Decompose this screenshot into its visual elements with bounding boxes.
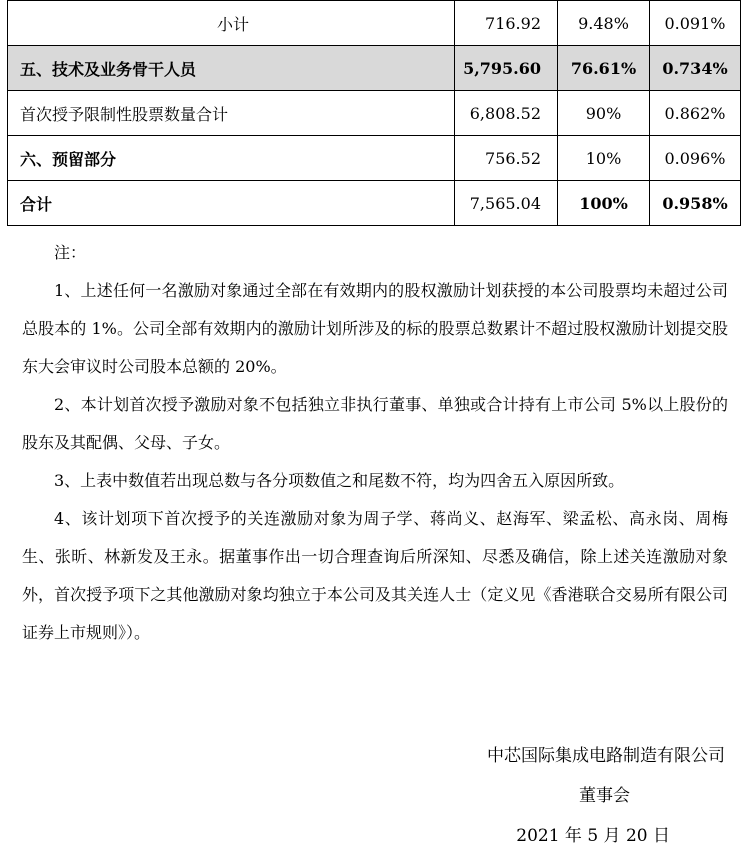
company-name: 中芯国际集成电路制造有限公司 <box>487 746 725 766</box>
row-pct-capital: 0.862% <box>650 91 741 136</box>
signature-block <box>325 736 725 856</box>
notes-section <box>22 234 728 652</box>
row-name: 首次授予限制性股票数量合计 <box>8 91 455 136</box>
row-pct-grant: 100% <box>558 181 650 226</box>
note-item-3: 3、上表中数值若出现总数与各分项数值之和尾数不符，均为四舍五入原因所致。 <box>54 471 625 490</box>
row-name: 五、技术及业务骨干人员 <box>8 46 455 91</box>
row-pct-capital: 0.091% <box>650 1 741 46</box>
notes-heading: 注： <box>54 243 87 262</box>
table-row-reserved <box>8 136 741 181</box>
signature-date: 2021 年 5 月 20 日 <box>516 826 670 846</box>
row-name: 六、预留部分 <box>8 136 455 181</box>
table-row-subtotal <box>8 1 741 46</box>
row-pct-grant: 9.48% <box>558 1 650 46</box>
row-pct-grant: 10% <box>558 136 650 181</box>
note-item-1: 1、上述任何一名激励对象通过全部在有效期内的股权激励计划获授的本公司股票均未超过公司总股本的 1%。公司全部有效期内的激励计划所涉及的标的股票总数累计不超过股权激励计划提交股东大会审议时公司股本总额的 20%。 <box>22 281 728 376</box>
table-row-total <box>8 181 741 226</box>
table-row-technical-staff <box>8 46 741 91</box>
allocation-table <box>7 0 741 226</box>
row-pct-capital: 0.096% <box>650 136 741 181</box>
note-item-4: 4、该计划项下首次授予的关连激励对象为周子学、蒋尚义、赵海军、梁孟松、高永岗、周梅生、张昕、林新发及王永。据董事作出一切合理查询后所深知、尽悉及确信，除上述关连激励对象外，首次授予项下之其他激励对象均独立于本公司及其关连人士（定义见《香港联合交易所有限公司证券上市规则》）。 <box>22 509 728 642</box>
row-shares: 5,795.60 <box>455 46 558 91</box>
row-pct-capital: 0.958% <box>650 181 741 226</box>
row-shares: 756.52 <box>455 136 558 181</box>
row-pct-capital: 0.734% <box>650 46 741 91</box>
row-shares: 7,565.04 <box>455 181 558 226</box>
row-name: 小计 <box>8 1 455 46</box>
table-row-initial-grant-total <box>8 91 741 136</box>
board-name: 董事会 <box>579 786 630 806</box>
row-pct-grant: 90% <box>558 91 650 136</box>
note-item-2: 2、本计划首次授予激励对象不包括独立非执行董事、单独或合计持有上市公司 5%以上股份的股东及其配偶、父母、子女。 <box>22 395 728 452</box>
row-shares: 716.92 <box>455 1 558 46</box>
row-pct-grant: 76.61% <box>558 46 650 91</box>
row-name: 合计 <box>8 181 455 226</box>
row-shares: 6,808.52 <box>455 91 558 136</box>
